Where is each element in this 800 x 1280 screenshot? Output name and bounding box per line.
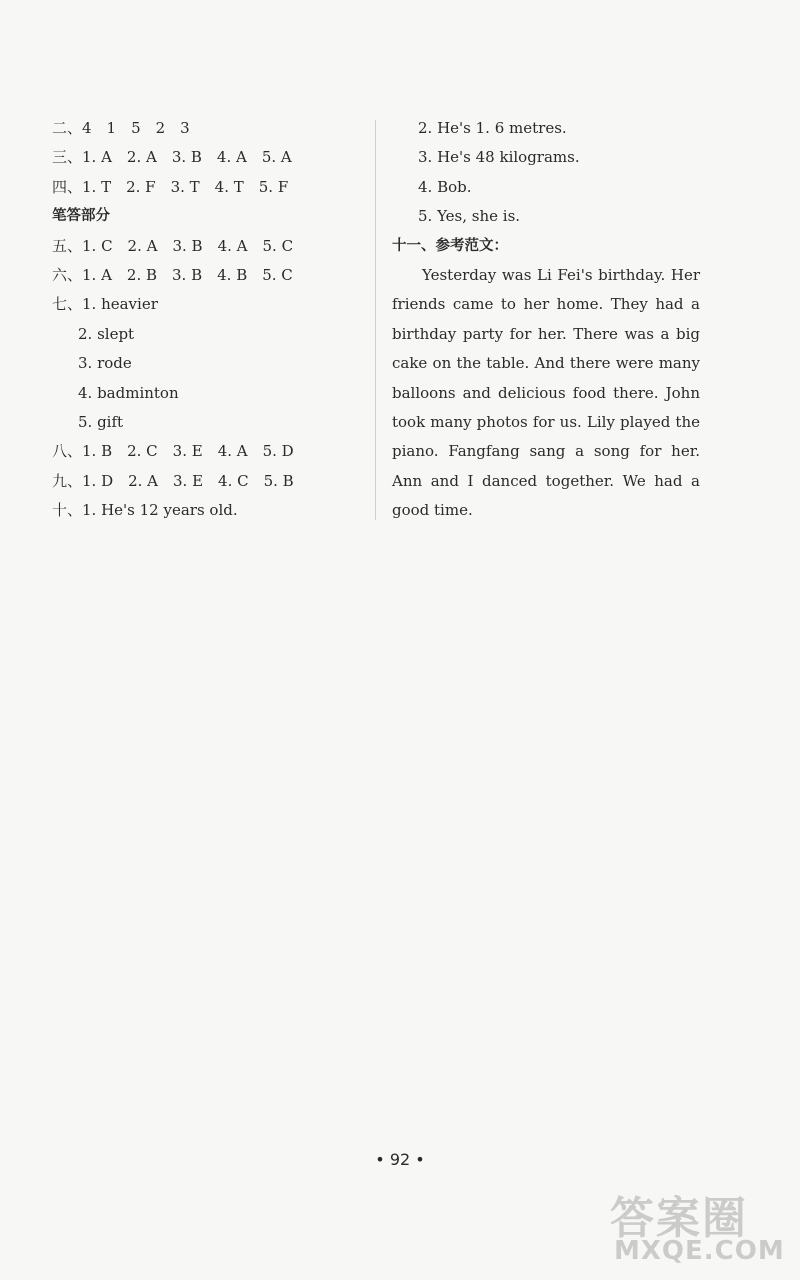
answer-line: 九、1. D 2. A 3. E 4. C 5. B: [52, 471, 294, 490]
section-heading: 笔答部分: [52, 208, 110, 225]
answer-line: 5. gift: [78, 412, 124, 431]
watermark-logo: [592, 1174, 792, 1274]
answer-line: 3. rode: [78, 354, 132, 373]
watermark-top-text: 答案圈: [610, 1193, 748, 1244]
answer-line: 2. slept: [78, 324, 135, 343]
answer-line: 八、1. B 2. C 3. E 4. A 5. D: [52, 442, 294, 461]
answer-line: 2. He's 1. 6 metres.: [418, 119, 567, 137]
right-column: [392, 114, 700, 526]
answer-line: 七、1. heavier: [52, 295, 158, 314]
page-number: • 92 •: [375, 1150, 425, 1169]
essay-heading: 十一、参考范文：: [392, 237, 508, 254]
answer-line: 5. Yes, she is.: [418, 207, 521, 226]
answer-line: 五、1. C 2. A 3. B 4. A 5. C: [52, 236, 294, 255]
answer-line: 4. badminton: [78, 383, 179, 402]
left-column: [52, 114, 362, 525]
answer-line: 四、1. T 2. F 3. T 4. T 5. F: [52, 177, 289, 196]
answer-line: 三、1. A 2. A 3. B 4. A 5. A: [52, 148, 292, 167]
answer-line: 3. He's 48 kilograms.: [418, 148, 580, 167]
essay-paragraph: Yesterday was Li Fei's birthday. Her friends came to her home. They had a birthday party for her. There was a big cake on the table. And there were many balloons and delicious food there. John took many photos for us. Lily played the piano. Fangfang sang a song for her. Ann and I danced together. We had a good time.: [392, 265, 700, 520]
answer-line: 4. Bob.: [418, 177, 472, 196]
answer-line: 六、1. A 2. B 3. B 4. B 5. C: [52, 265, 293, 284]
answer-line: 十、1. He's 12 years old.: [52, 501, 238, 520]
column-divider: [375, 120, 376, 520]
watermark-bottom-text: MXQE.COM: [614, 1236, 785, 1266]
answer-line: 二、4 1 5 2 3: [52, 119, 190, 137]
